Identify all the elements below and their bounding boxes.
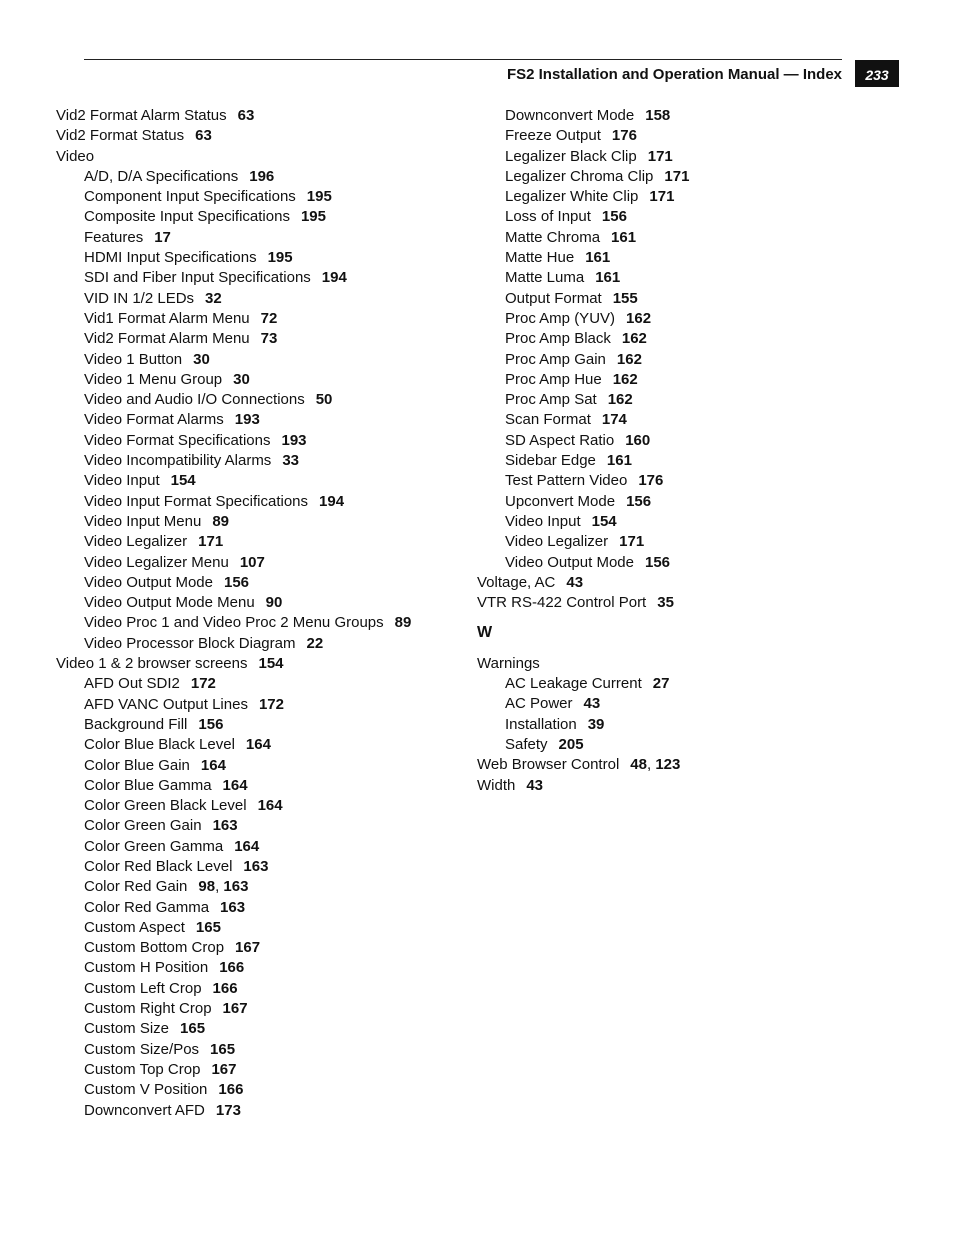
index-subentry (477, 289, 897, 309)
page-number-badge: 233 (855, 60, 899, 87)
index-subentry (56, 370, 476, 390)
index-term: Color Red Black Level (84, 857, 233, 875)
index-page-ref[interactable]: 166 (219, 959, 245, 977)
index-term: Upconvert Mode (505, 492, 616, 510)
index-page-ref[interactable]: 196 (249, 167, 275, 185)
index-term: Legalizer White Clip (505, 188, 639, 206)
index-page-ref[interactable]: 194 (321, 269, 347, 287)
index-term: Matte Luma (505, 269, 585, 287)
index-page-ref[interactable]: 90 (265, 594, 283, 612)
index-page-ref[interactable]: 164 (234, 837, 260, 855)
index-term: Matte Hue (505, 249, 575, 267)
index-term: Component Input Specifications (84, 188, 296, 206)
index-term: Video Output Mode (84, 573, 213, 591)
index-term: Video 1 & 2 browser screens (56, 655, 248, 673)
index-term: Custom Right Crop (84, 1000, 212, 1018)
index-subentry (56, 613, 476, 633)
index-subentry (56, 898, 476, 918)
index-subentry (56, 979, 476, 999)
index-term: VTR RS-422 Control Port (477, 594, 647, 612)
index-subentry (56, 573, 476, 593)
index-page-ref[interactable]: 162 (621, 330, 647, 348)
index-term: Scan Format (505, 411, 591, 429)
index-subentry (477, 350, 897, 370)
index-page-ref[interactable]: 35 (657, 594, 674, 612)
index-subentry (477, 167, 897, 187)
index-term: AFD Out SDI2 (84, 675, 180, 693)
index-term: Proc Amp Hue (505, 370, 602, 388)
index-page-ref[interactable]: 30 (193, 350, 210, 368)
index-subentry (477, 512, 897, 532)
index-page-ref[interactable]: 17 (154, 228, 171, 246)
index-term: Safety (505, 735, 548, 753)
index-term: Video and Audio I/O Connections (84, 391, 305, 409)
index-subentry (56, 593, 476, 613)
index-term: Matte Chroma (505, 228, 601, 246)
index-subentry (477, 126, 897, 146)
index-term: Width (477, 776, 516, 794)
index-term: Color Green Black Level (84, 797, 247, 815)
index-page-ref[interactable]: 161 (606, 452, 632, 470)
index-term: Video 1 Button (84, 350, 183, 368)
index-term: Color Green Gain (84, 817, 202, 835)
index-page-ref[interactable]: 176 (611, 127, 637, 145)
index-page-ref[interactable]: 156 (601, 208, 627, 226)
index-subentry (56, 735, 476, 755)
index-page-ref[interactable]: 163 (212, 817, 238, 835)
index-term: Vid2 Format Alarm Status (56, 107, 227, 124)
index-subentry (56, 837, 476, 857)
index-subentry (56, 857, 476, 877)
index-page-ref[interactable]: 155 (612, 289, 638, 307)
index-term: Features (84, 228, 144, 246)
index-term: Video Output Mode (505, 553, 634, 571)
index-subentry (56, 756, 476, 776)
index-subentry (477, 309, 897, 329)
index-subentry (56, 1101, 476, 1121)
index-subentry (56, 776, 476, 796)
index-page-ref[interactable]: 89 (394, 614, 412, 632)
index-term: Video Legalizer Menu (84, 553, 229, 571)
index-subentry (477, 492, 897, 512)
index-subentry (56, 207, 476, 227)
index-subentry (56, 187, 476, 207)
index-term: AFD VANC Output Lines (84, 695, 248, 713)
index-section-letter: W (477, 624, 493, 642)
index-subentry (56, 492, 476, 512)
index-term: Video Proc 1 and Video Proc 2 Menu Groups (84, 614, 384, 632)
index-subentry (56, 350, 476, 370)
index-page-ref[interactable]: 171 (649, 188, 675, 206)
index-term: AC Leakage Current (505, 675, 642, 693)
index-entry (56, 654, 476, 674)
index-subentry (477, 532, 897, 552)
index-term: Video (56, 147, 95, 165)
index-subentry (477, 431, 897, 451)
index-subentry (56, 1040, 476, 1060)
index-subentry (56, 329, 476, 349)
index-subentry (56, 816, 476, 836)
index-term: Color Green Gamma (84, 837, 224, 855)
index-page-ref[interactable]: 172 (258, 695, 284, 713)
index-page-ref[interactable]: 89 (212, 512, 229, 530)
index-column-left (56, 106, 476, 1121)
index-subentry (56, 938, 476, 958)
index-term: HDMI Input Specifications (84, 249, 257, 267)
index-subentry (477, 248, 897, 268)
index-entry (56, 106, 476, 126)
index-subentry (56, 289, 476, 309)
index-term: SDI and Fiber Input Specifications (84, 269, 311, 287)
index-term: Freeze Output (505, 127, 601, 145)
index-term: Video Format Specifications (84, 431, 271, 449)
index-page-ref[interactable]: 156 (223, 573, 250, 591)
index-page-ref[interactable]: 161 (585, 249, 611, 267)
index-term: Web Browser Control (477, 756, 620, 774)
index-page-ref[interactable]: 163 (220, 898, 246, 916)
index-page-ref[interactable]: 205 (558, 735, 584, 753)
index-term: AC Power (505, 695, 573, 713)
index-page-ref[interactable]: 27 (652, 675, 670, 693)
index-term: Downconvert Mode (505, 107, 635, 124)
index-subentry (56, 248, 476, 268)
index-term: Voltage, AC (477, 573, 556, 591)
index-page-ref[interactable]: 63 (195, 127, 212, 145)
index-page-ref[interactable]: 43 (526, 776, 544, 794)
index-term: Video Output Mode Menu (84, 594, 255, 612)
index-term: Color Blue Black Level (84, 736, 235, 754)
index-subentry (56, 796, 476, 816)
index-term: Custom H Position (84, 959, 209, 977)
index-page-ref[interactable]: 167 (235, 939, 261, 957)
index-subentry (477, 147, 897, 167)
index-term: Video Input (505, 512, 581, 530)
index-term: Test Pattern Video (505, 472, 628, 490)
index-term: Vid1 Format Alarm Menu (84, 309, 250, 327)
index-subentry (56, 715, 476, 735)
index-term: Video Format Alarms (84, 411, 224, 429)
index-page-ref[interactable]: 174 (601, 411, 627, 429)
index-page-ref[interactable]: 72 (260, 309, 278, 327)
index-term: Loss of Input (505, 208, 591, 226)
index-subentry (477, 370, 897, 390)
index-page-ref[interactable]: 156 (626, 492, 652, 510)
index-subentry (477, 715, 897, 735)
index-page-ref[interactable]: 162 (612, 370, 638, 388)
index-subentry (56, 167, 476, 187)
index-entry (477, 573, 897, 593)
index-page-ref[interactable]: 164 (200, 756, 226, 774)
index-term: Custom Aspect (84, 918, 185, 936)
index-term: Video Incompatibility Alarms (84, 452, 272, 470)
index-page-ref[interactable]: 162 (626, 309, 652, 327)
index-term: Video Input (84, 472, 160, 490)
index-subentry (477, 694, 897, 714)
index-term: Color Red Gamma (84, 898, 210, 916)
index-subentry (477, 268, 897, 288)
index-term: Proc Amp Gain (505, 350, 606, 368)
index-subentry (477, 207, 897, 227)
index-term: Video Legalizer (505, 533, 609, 551)
index-page-ref[interactable]: 48, 123 (630, 756, 681, 774)
index-subentry (56, 410, 476, 430)
index-page-ref[interactable]: 63 (237, 107, 255, 124)
index-term: Background Fill (84, 715, 188, 733)
index-term: Output Format (505, 289, 602, 307)
index-subentry (56, 958, 476, 978)
index-subentry (477, 735, 897, 755)
index-term: Video Input Format Specifications (84, 492, 309, 510)
index-term: Vid2 Format Alarm Menu (84, 330, 250, 348)
index-subentry (477, 106, 897, 126)
index-page-ref[interactable]: 32 (205, 289, 222, 307)
index-term: Color Red Gain (84, 878, 188, 896)
index-subentry (56, 1080, 476, 1100)
index-entry (56, 147, 476, 167)
index-page-ref[interactable]: 162 (616, 350, 642, 368)
index-page-ref[interactable]: 164 (257, 797, 283, 815)
index-page-ref[interactable]: 22 (306, 634, 324, 652)
index-page-ref[interactable]: 195 (306, 188, 332, 206)
index-page-ref[interactable]: 195 (267, 249, 293, 267)
index-page-ref[interactable]: 173 (215, 1101, 241, 1119)
index-page-ref[interactable]: 171 (198, 533, 224, 551)
index-page-ref[interactable]: 165 (195, 918, 221, 936)
index-page-ref[interactable]: 163 (243, 857, 269, 875)
index-term: VID IN 1/2 LEDs (84, 289, 195, 307)
index-subentry (56, 674, 476, 694)
index-subentry (56, 451, 476, 471)
index-term: Proc Amp (YUV) (505, 309, 616, 327)
index-page-ref[interactable]: 176 (638, 472, 664, 490)
index-subentry (56, 634, 476, 654)
index-subentry (56, 431, 476, 451)
index-term: Custom Left Crop (84, 979, 202, 997)
index-page-ref[interactable]: 162 (607, 391, 633, 409)
index-term: Video Input Menu (84, 512, 202, 530)
index-page-ref[interactable]: 154 (258, 655, 284, 673)
index-entry (477, 755, 897, 775)
index-subentry (56, 228, 476, 248)
index-term: Proc Amp Black (505, 330, 611, 348)
index-page-ref[interactable]: 171 (647, 147, 673, 165)
index-page-ref[interactable]: 98, 163 (198, 878, 249, 896)
index-subentry (477, 674, 897, 694)
index-subentry (477, 410, 897, 430)
index-subentry (56, 512, 476, 532)
index-page-ref[interactable]: 166 (212, 979, 238, 997)
index-subentry (56, 999, 476, 1019)
index-term: Video Legalizer (84, 533, 188, 551)
index-page-ref[interactable]: 107 (239, 553, 265, 571)
index-page-ref[interactable]: 154 (170, 472, 196, 490)
index-subentry (56, 918, 476, 938)
index-page-ref[interactable]: 164 (245, 736, 271, 754)
index-term: Custom Size/Pos (84, 1040, 200, 1058)
index-page-ref[interactable]: 50 (315, 391, 333, 409)
index-subentry (477, 187, 897, 207)
index-term: Video Processor Block Diagram (84, 634, 296, 652)
index-entry (477, 654, 897, 674)
index-term: Custom Top Crop (84, 1060, 201, 1078)
index-subentry (56, 1060, 476, 1080)
index-term: Vid2 Format Status (56, 127, 185, 145)
index-page-ref[interactable]: 195 (300, 208, 326, 226)
index-page-ref[interactable]: 161 (595, 269, 621, 287)
index-term: Composite Input Specifications (84, 208, 290, 226)
index-term: Color Blue Gamma (84, 776, 212, 794)
index-term: Custom V Position (84, 1081, 208, 1099)
index-term: Installation (505, 715, 577, 733)
index-subentry (477, 390, 897, 410)
index-term: Video 1 Menu Group (84, 370, 223, 388)
index-page-ref[interactable]: 158 (645, 107, 671, 124)
index-subentry (477, 329, 897, 349)
index-page-ref[interactable]: 33 (282, 452, 299, 470)
index-subentry (477, 553, 897, 573)
index-page-ref[interactable]: 171 (619, 533, 645, 551)
index-subentry (56, 390, 476, 410)
running-header-title: FS2 Installation and Operation Manual — Index (506, 66, 842, 83)
index-page-ref[interactable]: 154 (591, 512, 617, 530)
index-subentry (56, 1019, 476, 1039)
index-entry (56, 126, 476, 146)
index-subentry (56, 553, 476, 573)
index-term: Color Blue Gain (84, 756, 190, 774)
index-term: Warnings (477, 654, 540, 672)
index-term: SD Aspect Ratio (505, 431, 615, 449)
index-term: Legalizer Black Clip (505, 147, 637, 165)
index-page-ref[interactable]: 39 (587, 715, 605, 733)
index-subentry (56, 695, 476, 715)
index-page-ref[interactable]: 166 (218, 1081, 244, 1099)
index-term: A/D, D/A Specifications (84, 167, 239, 185)
index-subentry (477, 451, 897, 471)
index-term: Custom Size (84, 1020, 170, 1038)
index-subentry (477, 228, 897, 248)
index-page-ref[interactable]: 43 (566, 573, 584, 591)
index-subentry (477, 471, 897, 491)
index-page-ref[interactable]: 171 (664, 167, 690, 185)
index-page-ref[interactable]: 160 (625, 431, 651, 449)
index-page-ref[interactable]: 165 (180, 1020, 206, 1038)
index-page-ref[interactable]: 167 (222, 1000, 248, 1018)
index-subentry (56, 309, 476, 329)
header-rule (84, 59, 842, 60)
index-page-ref[interactable]: 193 (234, 411, 260, 429)
index-term: Downconvert AFD (84, 1101, 205, 1119)
index-page-ref[interactable]: 156 (198, 715, 224, 733)
index-page-ref[interactable]: 167 (211, 1060, 237, 1078)
index-subentry (56, 877, 476, 897)
index-entry (477, 776, 897, 796)
index-entry (477, 593, 897, 613)
index-page-ref[interactable]: 156 (644, 553, 671, 571)
index-term: Custom Bottom Crop (84, 939, 225, 957)
index-term: Legalizer Chroma Clip (505, 167, 654, 185)
index-page-ref[interactable]: 193 (281, 431, 307, 449)
index-page-ref[interactable]: 164 (222, 776, 248, 794)
index-page-ref[interactable]: 165 (210, 1040, 236, 1058)
index-subentry (56, 532, 476, 552)
index-page-ref[interactable]: 161 (611, 228, 637, 246)
index-subentry (56, 268, 476, 288)
index-term: Proc Amp Sat (505, 391, 597, 409)
index-page-ref[interactable]: 172 (190, 675, 216, 693)
index-page-ref[interactable]: 194 (319, 492, 345, 510)
index-page-ref[interactable]: 43 (583, 695, 601, 713)
index-page-ref[interactable]: 30 (233, 370, 250, 388)
index-page-ref[interactable]: 73 (260, 330, 278, 348)
index-column-right (477, 106, 897, 796)
index-term: Sidebar Edge (505, 452, 596, 470)
index-subentry (56, 471, 476, 491)
